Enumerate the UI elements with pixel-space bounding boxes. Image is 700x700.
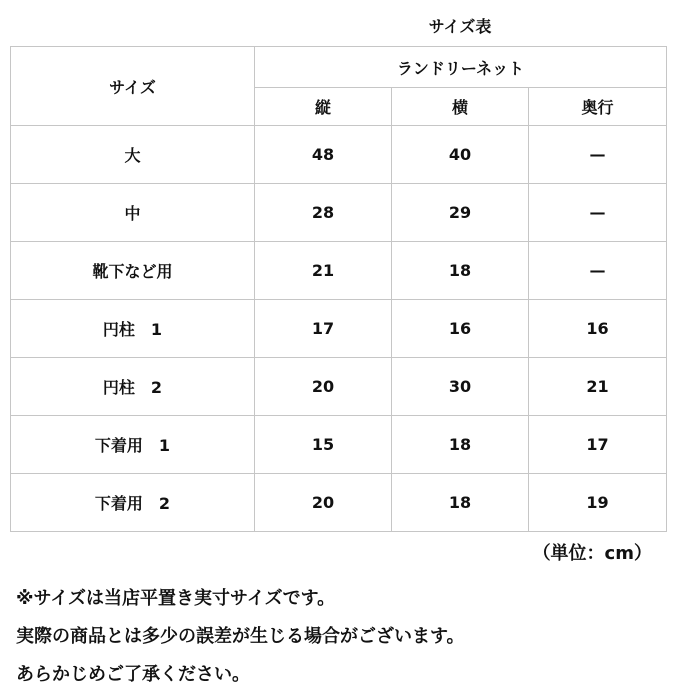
table-row — [11, 300, 667, 358]
row-height: 20 — [255, 474, 392, 532]
row-width: 40 — [392, 126, 529, 184]
row-height: 28 — [255, 184, 392, 242]
note-line: あらかじめご了承ください。 — [16, 664, 250, 685]
row-size: 円柱 2 — [11, 358, 255, 416]
row-depth: 21 — [529, 358, 667, 416]
row-height: 20 — [255, 358, 392, 416]
row-size: 大 — [11, 126, 255, 184]
row-height: 21 — [255, 242, 392, 300]
note-line: ※サイズは当店平置き実寸サイズです。 — [16, 588, 336, 609]
row-depth: 16 — [529, 300, 667, 358]
header-laundry-net: ランドリーネット — [255, 47, 667, 88]
row-width: 18 — [392, 474, 529, 532]
row-depth: — — [529, 184, 667, 242]
table-row — [11, 416, 667, 474]
note-line: 実際の商品とは多少の誤差が生じる場合がございます。 — [16, 626, 465, 647]
table-caption: サイズ表 — [428, 17, 492, 36]
size-table — [10, 46, 667, 532]
row-height: 15 — [255, 416, 392, 474]
unit-label: （単位：cm） — [532, 543, 652, 564]
row-height: 48 — [255, 126, 392, 184]
row-depth: 17 — [529, 416, 667, 474]
table-row — [11, 242, 667, 300]
row-size: 円柱 1 — [11, 300, 255, 358]
table-row — [11, 126, 667, 184]
row-size: 靴下など用 — [11, 242, 255, 300]
row-height: 17 — [255, 300, 392, 358]
row-width: 30 — [392, 358, 529, 416]
row-width: 16 — [392, 300, 529, 358]
header-depth: 奥行 — [529, 88, 667, 126]
table-row — [11, 474, 667, 532]
row-width: 18 — [392, 416, 529, 474]
table-row — [11, 358, 667, 416]
row-size: 中 — [11, 184, 255, 242]
row-depth: — — [529, 242, 667, 300]
table-row — [11, 184, 667, 242]
row-size: 下着用 1 — [11, 416, 255, 474]
size-notes — [16, 580, 465, 694]
row-size: 下着用 2 — [11, 474, 255, 532]
table-header-row — [11, 47, 667, 88]
row-depth: 19 — [529, 474, 667, 532]
row-depth: — — [529, 126, 667, 184]
header-height: 縦 — [255, 88, 392, 126]
header-size: サイズ — [11, 47, 255, 126]
header-width: 横 — [392, 88, 529, 126]
row-width: 18 — [392, 242, 529, 300]
row-width: 29 — [392, 184, 529, 242]
